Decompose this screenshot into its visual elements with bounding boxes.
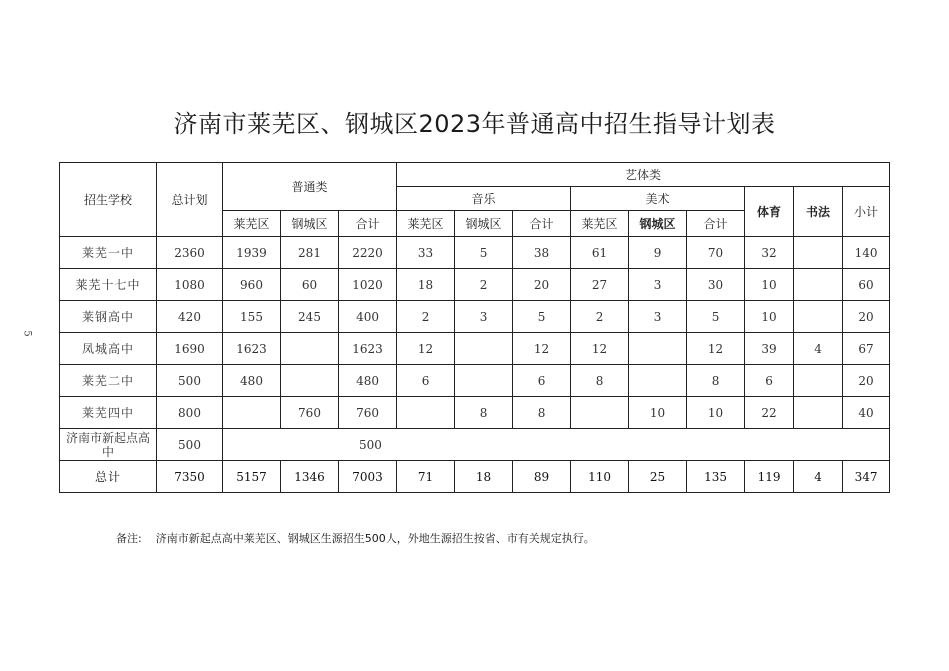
cell-gen-laiwu: 1939 [223, 237, 281, 269]
cell-calligraphy [794, 365, 843, 397]
cell-music-gangcheng: 18 [455, 461, 513, 493]
cell-music-laiwu: 33 [397, 237, 455, 269]
cell-subtotal: 20 [843, 365, 890, 397]
footnote-text: 济南市新起点高中莱芜区、钢城区生源招生500人，外地生源招生按省、市有关规定执行。 [155, 532, 595, 545]
footnote-label: 备注: [116, 532, 142, 545]
page-number: 5 [21, 330, 33, 337]
cell-music-gangcheng: 5 [455, 237, 513, 269]
cell-art-gangcheng: 10 [629, 397, 687, 429]
cell-gen-laiwu: 960 [223, 269, 281, 301]
header-music-laiwu: 莱芜区 [397, 211, 455, 237]
table-row [60, 397, 890, 429]
school-name: 总计 [60, 461, 157, 493]
cell-music-gangcheng: 2 [455, 269, 513, 301]
cell-art-laiwu: 12 [571, 333, 629, 365]
cell-art-sum: 8 [687, 365, 745, 397]
cell-music-gangcheng [455, 365, 513, 397]
cell-gen-laiwu: 5157 [223, 461, 281, 493]
enrollment-plan-table [59, 162, 890, 493]
header-gen-sum: 合计 [339, 211, 397, 237]
header-gen-laiwu: 莱芜区 [223, 211, 281, 237]
cell-music-sum: 5 [513, 301, 571, 333]
cell-music-laiwu: 12 [397, 333, 455, 365]
cell-sports: 10 [745, 301, 794, 333]
cell-subtotal: 67 [843, 333, 890, 365]
cell-gen-sum: 1020 [339, 269, 397, 301]
cell-gen-gangcheng: 60 [281, 269, 339, 301]
cell-total: 2360 [157, 237, 223, 269]
cell-art-gangcheng [629, 333, 687, 365]
header-music-sum: 合计 [513, 211, 571, 237]
table-row [60, 333, 890, 365]
cell-gen-laiwu [223, 397, 281, 429]
cell-art-laiwu [571, 397, 629, 429]
page-title: 济南市莱芜区、钢城区2023年普通高中招生指导计划表 [173, 110, 776, 138]
cell-calligraphy: 4 [794, 461, 843, 493]
cell-gen-laiwu: 155 [223, 301, 281, 333]
table-row [60, 301, 890, 333]
cell-art-laiwu: 2 [571, 301, 629, 333]
cell-art-gangcheng [629, 365, 687, 397]
header-music-gangcheng: 钢城区 [455, 211, 513, 237]
cell-art-sum: 70 [687, 237, 745, 269]
header-total-plan: 总计划 [157, 163, 223, 237]
cell-gen-sum: 7003 [339, 461, 397, 493]
cell-art-sum: 12 [687, 333, 745, 365]
school-name: 莱芜四中 [60, 397, 157, 429]
school-name: 凤城高中 [60, 333, 157, 365]
cell-gen-gangcheng [281, 333, 339, 365]
school-name: 济南市新起点高中 [60, 429, 157, 461]
cell-total: 1690 [157, 333, 223, 365]
table-row-xinqidian [60, 429, 890, 461]
cell-gen-sum: 760 [339, 397, 397, 429]
header-school: 招生学校 [60, 163, 157, 237]
cell-art-gangcheng: 3 [629, 269, 687, 301]
cell-sports: 32 [745, 237, 794, 269]
cell-subtotal: 347 [843, 461, 890, 493]
school-name: 莱钢高中 [60, 301, 157, 333]
cell-music-sum: 89 [513, 461, 571, 493]
header-arts-sports: 艺体类 [397, 163, 890, 187]
cell-gen-sum: 2220 [339, 237, 397, 269]
cell-sports: 6 [745, 365, 794, 397]
cell-calligraphy [794, 269, 843, 301]
cell-gen-gangcheng: 1346 [281, 461, 339, 493]
cell-total: 1080 [157, 269, 223, 301]
cell-gen-sum: 500 [223, 429, 890, 461]
cell-gen-sum: 1623 [339, 333, 397, 365]
cell-gen-gangcheng [281, 365, 339, 397]
cell-subtotal: 20 [843, 301, 890, 333]
cell-gen-gangcheng: 245 [281, 301, 339, 333]
table-row [60, 237, 890, 269]
header-calligraphy: 书法 [794, 187, 843, 237]
header-general: 普通类 [223, 163, 397, 211]
cell-music-gangcheng: 3 [455, 301, 513, 333]
cell-music-laiwu: 6 [397, 365, 455, 397]
school-name: 莱芜一中 [60, 237, 157, 269]
table-row-total [60, 461, 890, 493]
header-art-gangcheng: 钢城区 [629, 211, 687, 237]
cell-subtotal: 60 [843, 269, 890, 301]
cell-calligraphy [794, 301, 843, 333]
table-row [60, 269, 890, 301]
cell-music-laiwu [397, 397, 455, 429]
footnote [116, 530, 595, 546]
school-name: 莱芜二中 [60, 365, 157, 397]
cell-art-sum: 5 [687, 301, 745, 333]
table-row [60, 365, 890, 397]
cell-gen-laiwu: 480 [223, 365, 281, 397]
cell-gen-gangcheng: 281 [281, 237, 339, 269]
cell-music-laiwu: 2 [397, 301, 455, 333]
cell-total: 420 [157, 301, 223, 333]
cell-music-gangcheng: 8 [455, 397, 513, 429]
cell-art-laiwu: 110 [571, 461, 629, 493]
cell-art-laiwu: 27 [571, 269, 629, 301]
cell-sports: 39 [745, 333, 794, 365]
header-fine-arts: 美术 [571, 187, 745, 211]
cell-music-sum: 6 [513, 365, 571, 397]
cell-gen-laiwu: 1623 [223, 333, 281, 365]
cell-music-laiwu: 18 [397, 269, 455, 301]
cell-calligraphy [794, 397, 843, 429]
cell-sports: 22 [745, 397, 794, 429]
cell-art-gangcheng: 9 [629, 237, 687, 269]
cell-total: 500 [157, 365, 223, 397]
cell-music-sum: 8 [513, 397, 571, 429]
cell-art-laiwu: 8 [571, 365, 629, 397]
cell-calligraphy [794, 237, 843, 269]
cell-music-sum: 12 [513, 333, 571, 365]
cell-total: 800 [157, 397, 223, 429]
cell-music-sum: 20 [513, 269, 571, 301]
cell-subtotal: 40 [843, 397, 890, 429]
cell-art-sum: 10 [687, 397, 745, 429]
cell-sports: 119 [745, 461, 794, 493]
cell-gen-gangcheng: 760 [281, 397, 339, 429]
school-name: 莱芜十七中 [60, 269, 157, 301]
cell-music-laiwu: 71 [397, 461, 455, 493]
cell-art-gangcheng: 25 [629, 461, 687, 493]
cell-music-sum: 38 [513, 237, 571, 269]
cell-art-gangcheng: 3 [629, 301, 687, 333]
header-art-laiwu: 莱芜区 [571, 211, 629, 237]
cell-art-laiwu: 61 [571, 237, 629, 269]
header-art-sum: 合计 [687, 211, 745, 237]
header-music: 音乐 [397, 187, 571, 211]
cell-total: 7350 [157, 461, 223, 493]
cell-subtotal: 140 [843, 237, 890, 269]
cell-calligraphy: 4 [794, 333, 843, 365]
cell-gen-sum: 400 [339, 301, 397, 333]
cell-art-sum: 135 [687, 461, 745, 493]
header-sports: 体育 [745, 187, 794, 237]
cell-gen-sum: 480 [339, 365, 397, 397]
cell-total: 500 [157, 429, 223, 461]
cell-music-gangcheng [455, 333, 513, 365]
header-gen-gangcheng: 钢城区 [281, 211, 339, 237]
cell-sports: 10 [745, 269, 794, 301]
header-subtotal: 小计 [843, 187, 890, 237]
cell-art-sum: 30 [687, 269, 745, 301]
